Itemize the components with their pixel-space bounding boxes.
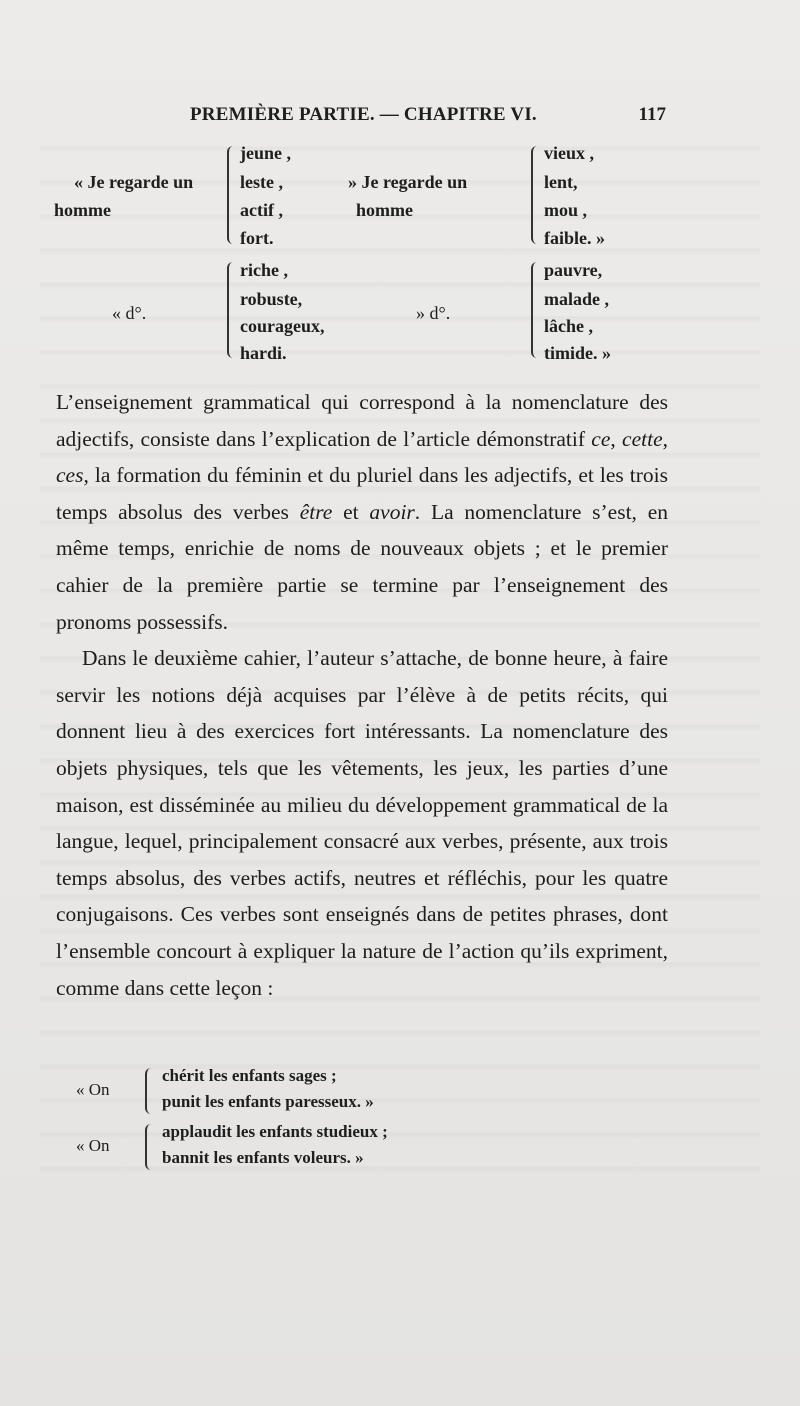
italic-word: ce: [591, 426, 611, 451]
text-run: et: [332, 499, 370, 524]
left-label-2: homme: [54, 200, 111, 220]
body-text: [56, 384, 668, 1006]
example-label: « On: [76, 1080, 110, 1099]
example-line: applaudit les enfants studieux ;: [162, 1122, 388, 1141]
adjective: lâche ,: [544, 316, 593, 336]
adjective: mou ,: [544, 200, 588, 220]
text-run: L’enseignement grammatical qui correspond à la nomenclature des adjectifs, consiste dans l’explication de l’article démonstratif: [56, 390, 668, 451]
running-header: [190, 104, 680, 134]
adjective: pauvre,: [544, 260, 603, 280]
adjective: malade ,: [544, 289, 609, 309]
example-label: « On: [76, 1136, 110, 1155]
adjective: courageux,: [240, 316, 325, 336]
chapter-title: PREMIÈRE PARTIE. — CHAPITRE VI.: [190, 104, 537, 125]
adjective: jeune ,: [240, 143, 291, 163]
adjective: faible. »: [544, 228, 605, 248]
mid-label-1: » Je regarde un: [348, 172, 468, 192]
example-brace: [145, 1124, 157, 1170]
text-run: . La nomenclature s’est, en même temps, enrichie de noms de nouveaux objets ; et le premier cahier de la première partie se termine par l’enseignement des pronoms possessifs.: [56, 499, 668, 634]
right-brace: [531, 146, 543, 244]
adjective: robuste,: [240, 289, 303, 309]
right-brace: [531, 262, 543, 358]
adjective: hardi.: [240, 343, 287, 363]
adjective: timide. »: [544, 343, 611, 363]
mid-label: » d°.: [416, 303, 451, 323]
adjective: vieux ,: [544, 143, 595, 163]
italic-word: avoir: [369, 499, 415, 524]
left-label: « d°.: [112, 303, 147, 323]
text-run: , la formation du féminin et du pluriel dans les adjectifs, et les trois temps absolus des verbes: [56, 463, 668, 524]
adjective: fort.: [240, 228, 274, 248]
left-label-1: « Je regarde un: [74, 172, 194, 192]
example-line: punit les enfants paresseux. »: [162, 1092, 374, 1111]
left-brace: [227, 146, 239, 244]
example-line: chérit les enfants sages ;: [162, 1066, 337, 1085]
paragraph-1: [56, 384, 668, 640]
adjective: actif ,: [240, 200, 283, 220]
italic-word: cette: [622, 426, 663, 451]
page-number: 117: [638, 104, 666, 125]
example-line: bannit les enfants voleurs. »: [162, 1148, 364, 1167]
italic-word: ces: [56, 463, 84, 488]
example-brace: [145, 1068, 157, 1114]
adjective: leste ,: [240, 172, 283, 192]
text-run: ,: [610, 426, 623, 451]
italic-word: être: [299, 499, 333, 524]
adjective: riche ,: [240, 260, 288, 280]
paragraph-2: Dans le deuxième cahier, l’auteur s’attache, de bonne heure, à faire servir les notions déjà acquises par l’élève à de petits récits, qui donnent lieu à des exercices fort intéressants. La nomenclature des objets physiques, tels que les vêtements, les jeux, les parties d’une maison, est disséminée au milieu du développement grammatical de la langue, lequel, principalement consacré aux verbes, présente, aux trois temps absolus, des verbes actifs, neutres et réfléchis, pour les quatre conjugaisons. Ces verbes sont enseignés dans de petites phrases, dont l’ensemble concourt à expliquer la nature de l’action qu’ils expriment, comme dans cette leçon :: [56, 646, 668, 1000]
mid-label-2: homme: [356, 200, 413, 220]
left-brace: [227, 262, 239, 358]
adjective: lent,: [544, 172, 578, 192]
text-run: ,: [662, 426, 668, 451]
